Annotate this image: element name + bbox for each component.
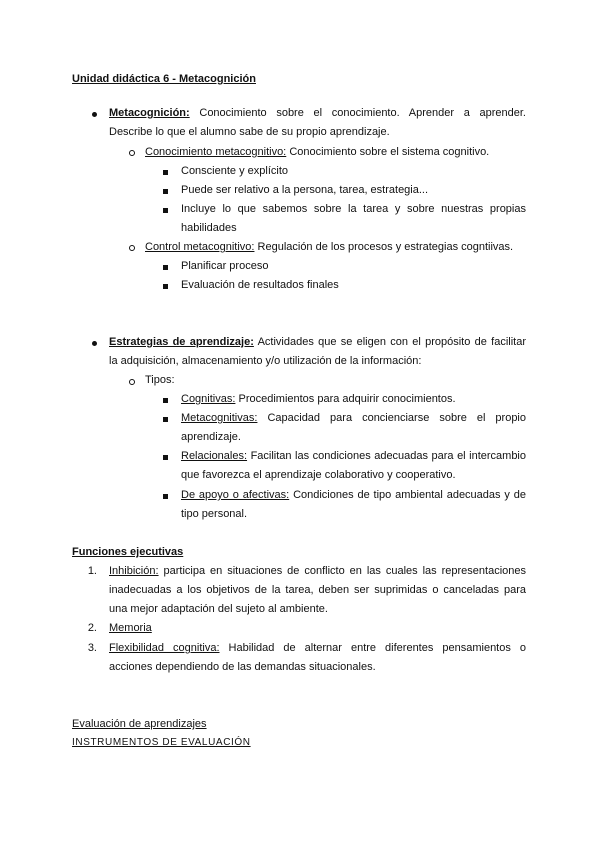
tipo-item (181, 392, 456, 406)
bullet-square (163, 494, 168, 499)
control-item: Evaluación de resultados finales (181, 279, 339, 291)
bullet-square (163, 284, 168, 289)
control-item: Planificar proceso (181, 260, 269, 272)
bullet-square (163, 208, 168, 213)
tipo-item (181, 449, 526, 463)
bullet-square (163, 189, 168, 194)
bullet-disc (92, 341, 97, 346)
tipo-item-cont: que favorezca el aprendizaje colaborativo y cooperativo. (181, 469, 456, 481)
funcion-term: Inhibición: (109, 565, 159, 577)
tipo-item (181, 411, 526, 425)
tipo-text: Condiciones de tipo ambiental adecuadas y de (293, 489, 526, 501)
tipo-item-cont: tipo personal. (181, 508, 248, 520)
conocimiento-line (145, 145, 489, 159)
page-title: Unidad didáctica 6 - Metacognición (72, 73, 256, 85)
list-number: 2. (87, 622, 97, 634)
bullet-square (163, 265, 168, 270)
tipos-label: Tipos: (145, 374, 175, 386)
tipo-term: Cognitivas: (181, 393, 236, 405)
conocimiento-text: Conocimiento sobre el sistema cognitivo. (289, 146, 490, 158)
control-term: Control metacognitivo: (145, 241, 255, 253)
metacognicion-line1 (109, 106, 526, 120)
bullet-square (163, 455, 168, 460)
funcion-item-cont: inadecuadas a los objetivos de la tarea, deben ser suprimidas o canceladas para (109, 584, 526, 596)
list-number: 1. (87, 565, 97, 577)
tipo-text: Procedimientos para adquirir conocimientos. (238, 393, 456, 405)
metacognicion-text: Conocimiento sobre el conocimiento. Aprender a aprender. (199, 107, 526, 119)
conocimiento-item: Incluye lo que sabemos sobre la tarea y sobre nuestras propias (181, 203, 526, 215)
estrategias-text: Actividades que se eligen con el propósito de facilitar (257, 336, 526, 348)
funcion-item (109, 641, 526, 655)
bullet-circle (129, 150, 135, 156)
funcion-term: Flexibilidad cognitiva: (109, 642, 220, 654)
bullet-disc (92, 112, 97, 117)
conocimiento-item: Puede ser relativo a la persona, tarea, estrategia... (181, 184, 429, 196)
funciones-heading: Funciones ejecutivas (72, 546, 184, 558)
funcion-item-cont: acciones dependiendo de las demandas situacionales. (109, 661, 376, 673)
bullet-circle (129, 245, 135, 251)
bullet-square (163, 170, 168, 175)
metacognicion-term: Metacognición: (109, 107, 190, 119)
estrategias-term: Estrategias de aprendizaje: (109, 336, 254, 348)
metacognicion-line2: Describe lo que el alumno sabe de su propio aprendizaje. (109, 126, 390, 138)
tipo-text: Capacidad para concienciarse sobre el propio (267, 412, 526, 424)
tipo-text: Facilitan las condiciones adecuadas para el intercambio (250, 450, 526, 462)
funcion-item-cont: una mejor adaptación del sujeto al ambiente. (109, 603, 328, 615)
bullet-square (163, 417, 168, 422)
list-number: 3. (87, 642, 97, 654)
control-line (145, 240, 513, 254)
funcion-term: Memoria (109, 622, 152, 634)
tipo-term: De apoyo o afectivas: (181, 489, 290, 501)
tipo-item (181, 488, 526, 502)
funcion-text: Habilidad de alternar entre diferentes pensamientos o (228, 642, 526, 654)
bullet-square (163, 398, 168, 403)
bullet-circle (129, 379, 135, 385)
tipo-item-cont: aprendizaje. (181, 431, 241, 443)
conocimiento-item: Consciente y explícito (181, 165, 288, 177)
estrategias-line1 (109, 335, 526, 349)
evaluacion-subheading: INSTRUMENTOS DE EVALUACIÓN (72, 737, 251, 748)
tipo-term: Metacognitivas: (181, 412, 258, 424)
funcion-text: participa en situaciones de conflicto en las cuales las representaciones (163, 565, 526, 577)
conocimiento-term: Conocimiento metacognitivo: (145, 146, 287, 158)
control-text: Regulación de los procesos y estrategias cogntiivas. (257, 241, 514, 253)
tipo-term: Relacionales: (181, 450, 248, 462)
evaluacion-heading: Evaluación de aprendizajes (72, 718, 207, 730)
conocimiento-item-cont: habilidades (181, 222, 237, 234)
estrategias-line2: la adquisición, almacenamiento y/o utilización de la información: (109, 355, 422, 367)
funcion-item (109, 564, 526, 578)
